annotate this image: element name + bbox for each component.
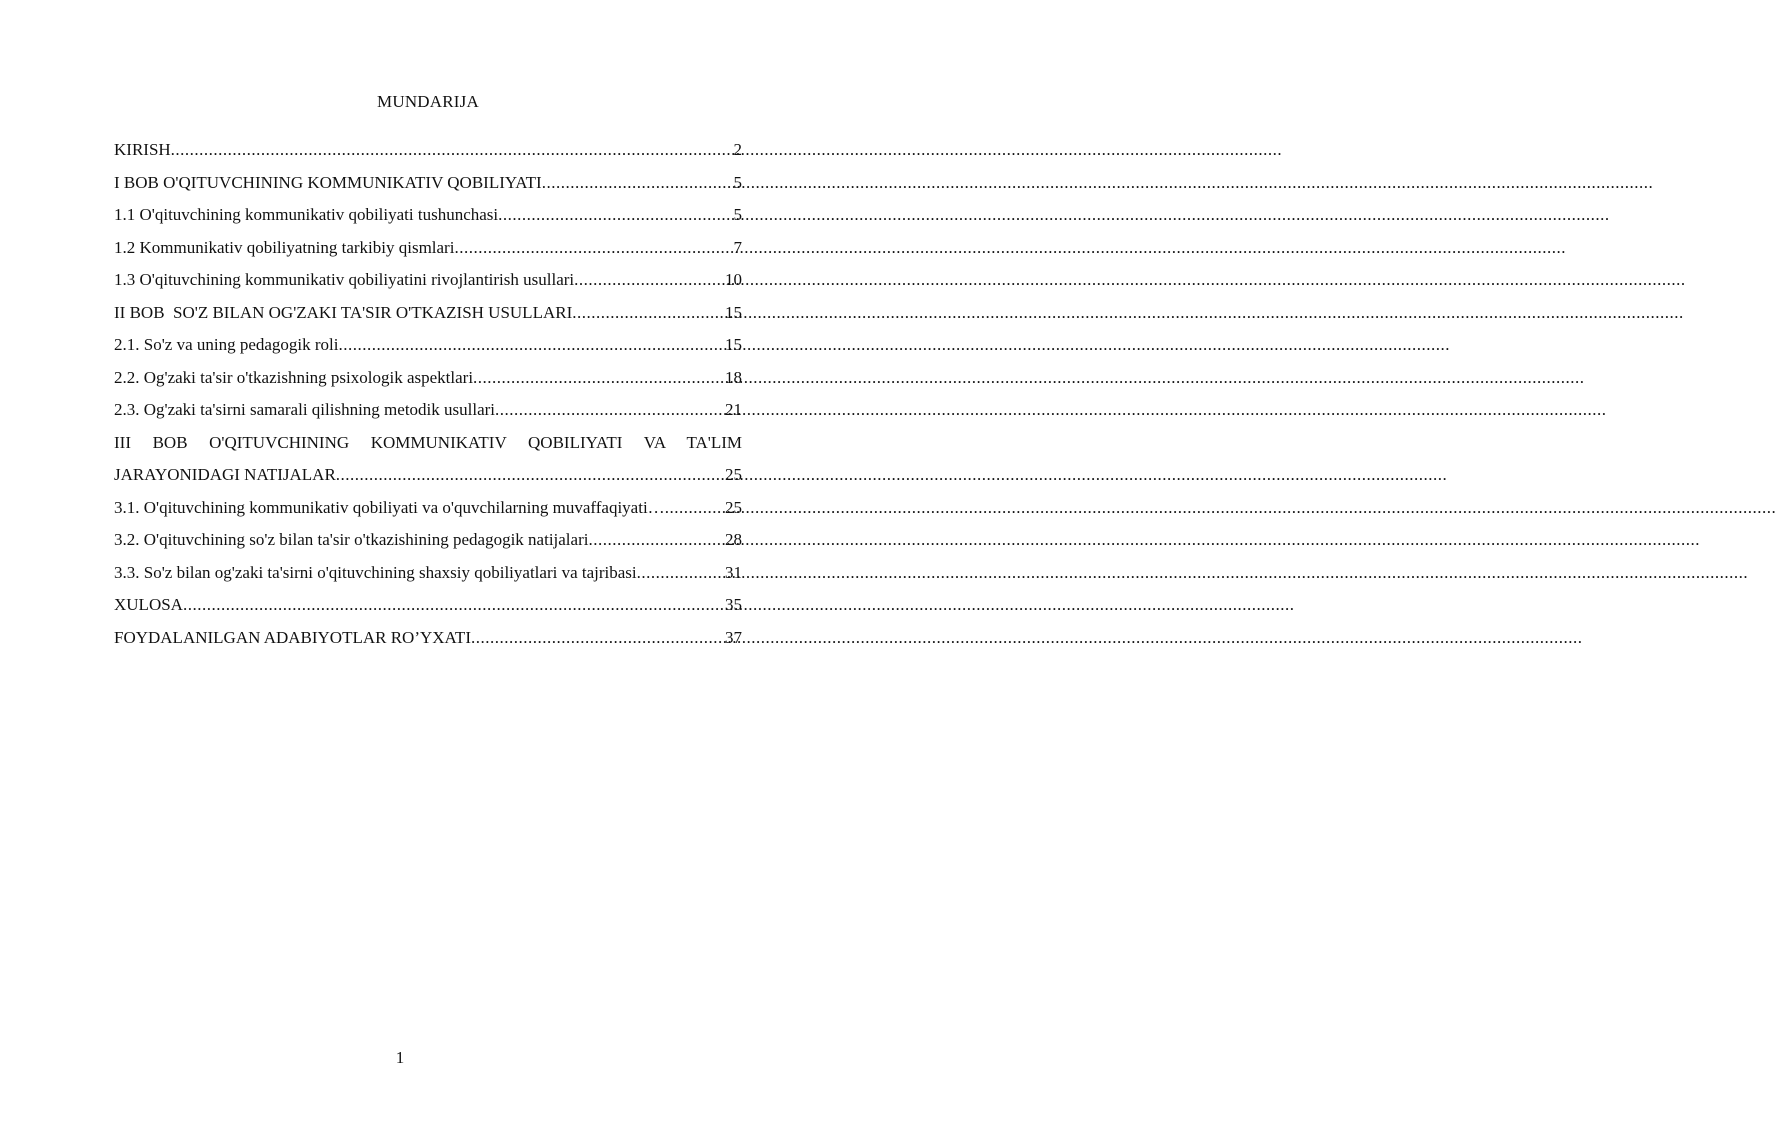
page-number: 1 xyxy=(395,1048,405,1067)
toc-entry-page: 18 xyxy=(725,367,742,387)
toc-entry-text: KIRISH xyxy=(114,140,171,159)
toc-dot-leader xyxy=(336,461,725,489)
toc-entry-page: 25 xyxy=(725,497,742,517)
toc-entry-section-3-1 xyxy=(114,494,742,527)
toc-entry-references xyxy=(114,624,742,657)
toc-entry-text: I BOB O'QITUVCHINING KOMMUNIKATIV QOBILIYATI xyxy=(114,172,542,192)
toc-entry-text: 1.1 O'qituvchining kommunikativ qobiliyati tushunchasi xyxy=(114,205,499,224)
toc-dot-leader xyxy=(637,559,725,587)
toc-dot-leader xyxy=(339,331,725,359)
toc-entry-text: FOYDALANILGAN ADABIYOTLAR RO’YXATI xyxy=(114,627,471,647)
toc-entry-text: 2.1. So'z va uning pedagogik roli xyxy=(114,335,339,354)
toc-entry-text: JARAYONIDAGI NATIJALAR xyxy=(114,465,336,484)
toc-entry-page: 25 xyxy=(725,465,742,484)
toc-entry-chapter-1 xyxy=(114,169,742,202)
toc-entry-page: 21 xyxy=(725,400,742,419)
toc-entry-section-2-2 xyxy=(114,364,742,397)
toc-dot-leader xyxy=(572,299,725,327)
toc-entry-page: 10 xyxy=(725,270,742,289)
toc-entry-page: 28 xyxy=(725,530,742,549)
toc-dot-leader xyxy=(495,396,725,424)
toc-entry-xulosa xyxy=(114,591,742,624)
toc-entry-section-1-1 xyxy=(114,201,742,234)
toc-dot-leader xyxy=(473,364,725,392)
toc-entry-kirish xyxy=(114,136,742,169)
toc-entry-text: 3.1. O'qituvchining kommunikativ qobiliyati va o'quvchilarning muvaffaqiyati… xyxy=(114,497,665,517)
toc-entry-text: 2.2. Og'zaki ta'sir o'tkazishning psixologik aspektlari xyxy=(114,367,474,387)
toc-entry-text: 1.2 Kommunikativ qobiliyatning tarkibiy qismlari xyxy=(114,237,455,257)
toc-title: MUNDARIJA xyxy=(377,92,479,111)
toc-entry-page: 5 xyxy=(733,172,742,192)
toc-entry-section-3-3 xyxy=(114,559,742,592)
document-page xyxy=(0,0,800,1131)
toc-dot-leader xyxy=(574,266,725,294)
toc-dot-leader xyxy=(183,591,725,619)
toc-entry-page: 15 xyxy=(725,335,742,354)
toc-entry-chapter-3-line-1 xyxy=(114,429,742,462)
toc-dot-leader xyxy=(542,169,734,197)
toc-entry-page: 37 xyxy=(725,627,742,647)
toc-entry-text: III BOB O'QITUVCHINING KOMMUNIKATIV QOBILIYATI VA TA'LIM xyxy=(114,432,742,452)
toc-entry-text: 3.2. O'qituvchining so'z bilan ta'sir o'tkazishining pedagogik natijalari xyxy=(114,530,589,549)
toc-entry-chapter-2 xyxy=(114,299,742,332)
toc-entry-text: II BOB SO'Z BILAN OG'ZAKI TA'SIR O'TKAZISH USULLARI xyxy=(114,302,573,322)
toc-entry-chapter-3 xyxy=(114,461,742,494)
toc-dot-leader xyxy=(665,494,725,522)
toc-dot-leader xyxy=(171,136,734,164)
toc-entry-section-1-2 xyxy=(114,234,742,267)
toc-dot-leader xyxy=(454,234,733,262)
toc-entry-text: 2.3. Og'zaki ta'sirni samarali qilishning metodik usullari xyxy=(114,400,496,419)
toc-entry-page: 31 xyxy=(725,562,742,582)
toc-entry-page: 2 xyxy=(733,140,742,159)
toc-entry-text: 3.3. So'z bilan og'zaki ta'sirni o'qituvchining shaxsiy qobiliyatlari va tajribasi xyxy=(114,562,637,582)
toc-entry-section-3-2 xyxy=(114,526,742,559)
toc-entry-text: XULOSA xyxy=(114,595,183,614)
toc-entry-page: 35 xyxy=(725,595,742,614)
toc-entry-section-2-3 xyxy=(114,396,742,429)
toc-entry-page: 7 xyxy=(733,237,742,257)
toc-entry-page: 15 xyxy=(725,302,742,322)
toc-entry-section-2-1 xyxy=(114,331,742,364)
toc-dot-leader xyxy=(498,201,733,229)
table-of-contents xyxy=(114,136,742,656)
toc-entry-page: 5 xyxy=(733,205,742,224)
toc-entry-text: 1.3 O'qituvchining kommunikativ qobiliyatini rivojlantirish usullari xyxy=(114,270,575,289)
toc-dot-leader xyxy=(471,624,725,652)
toc-entry-section-1-3 xyxy=(114,266,742,299)
toc-dot-leader xyxy=(588,526,725,554)
